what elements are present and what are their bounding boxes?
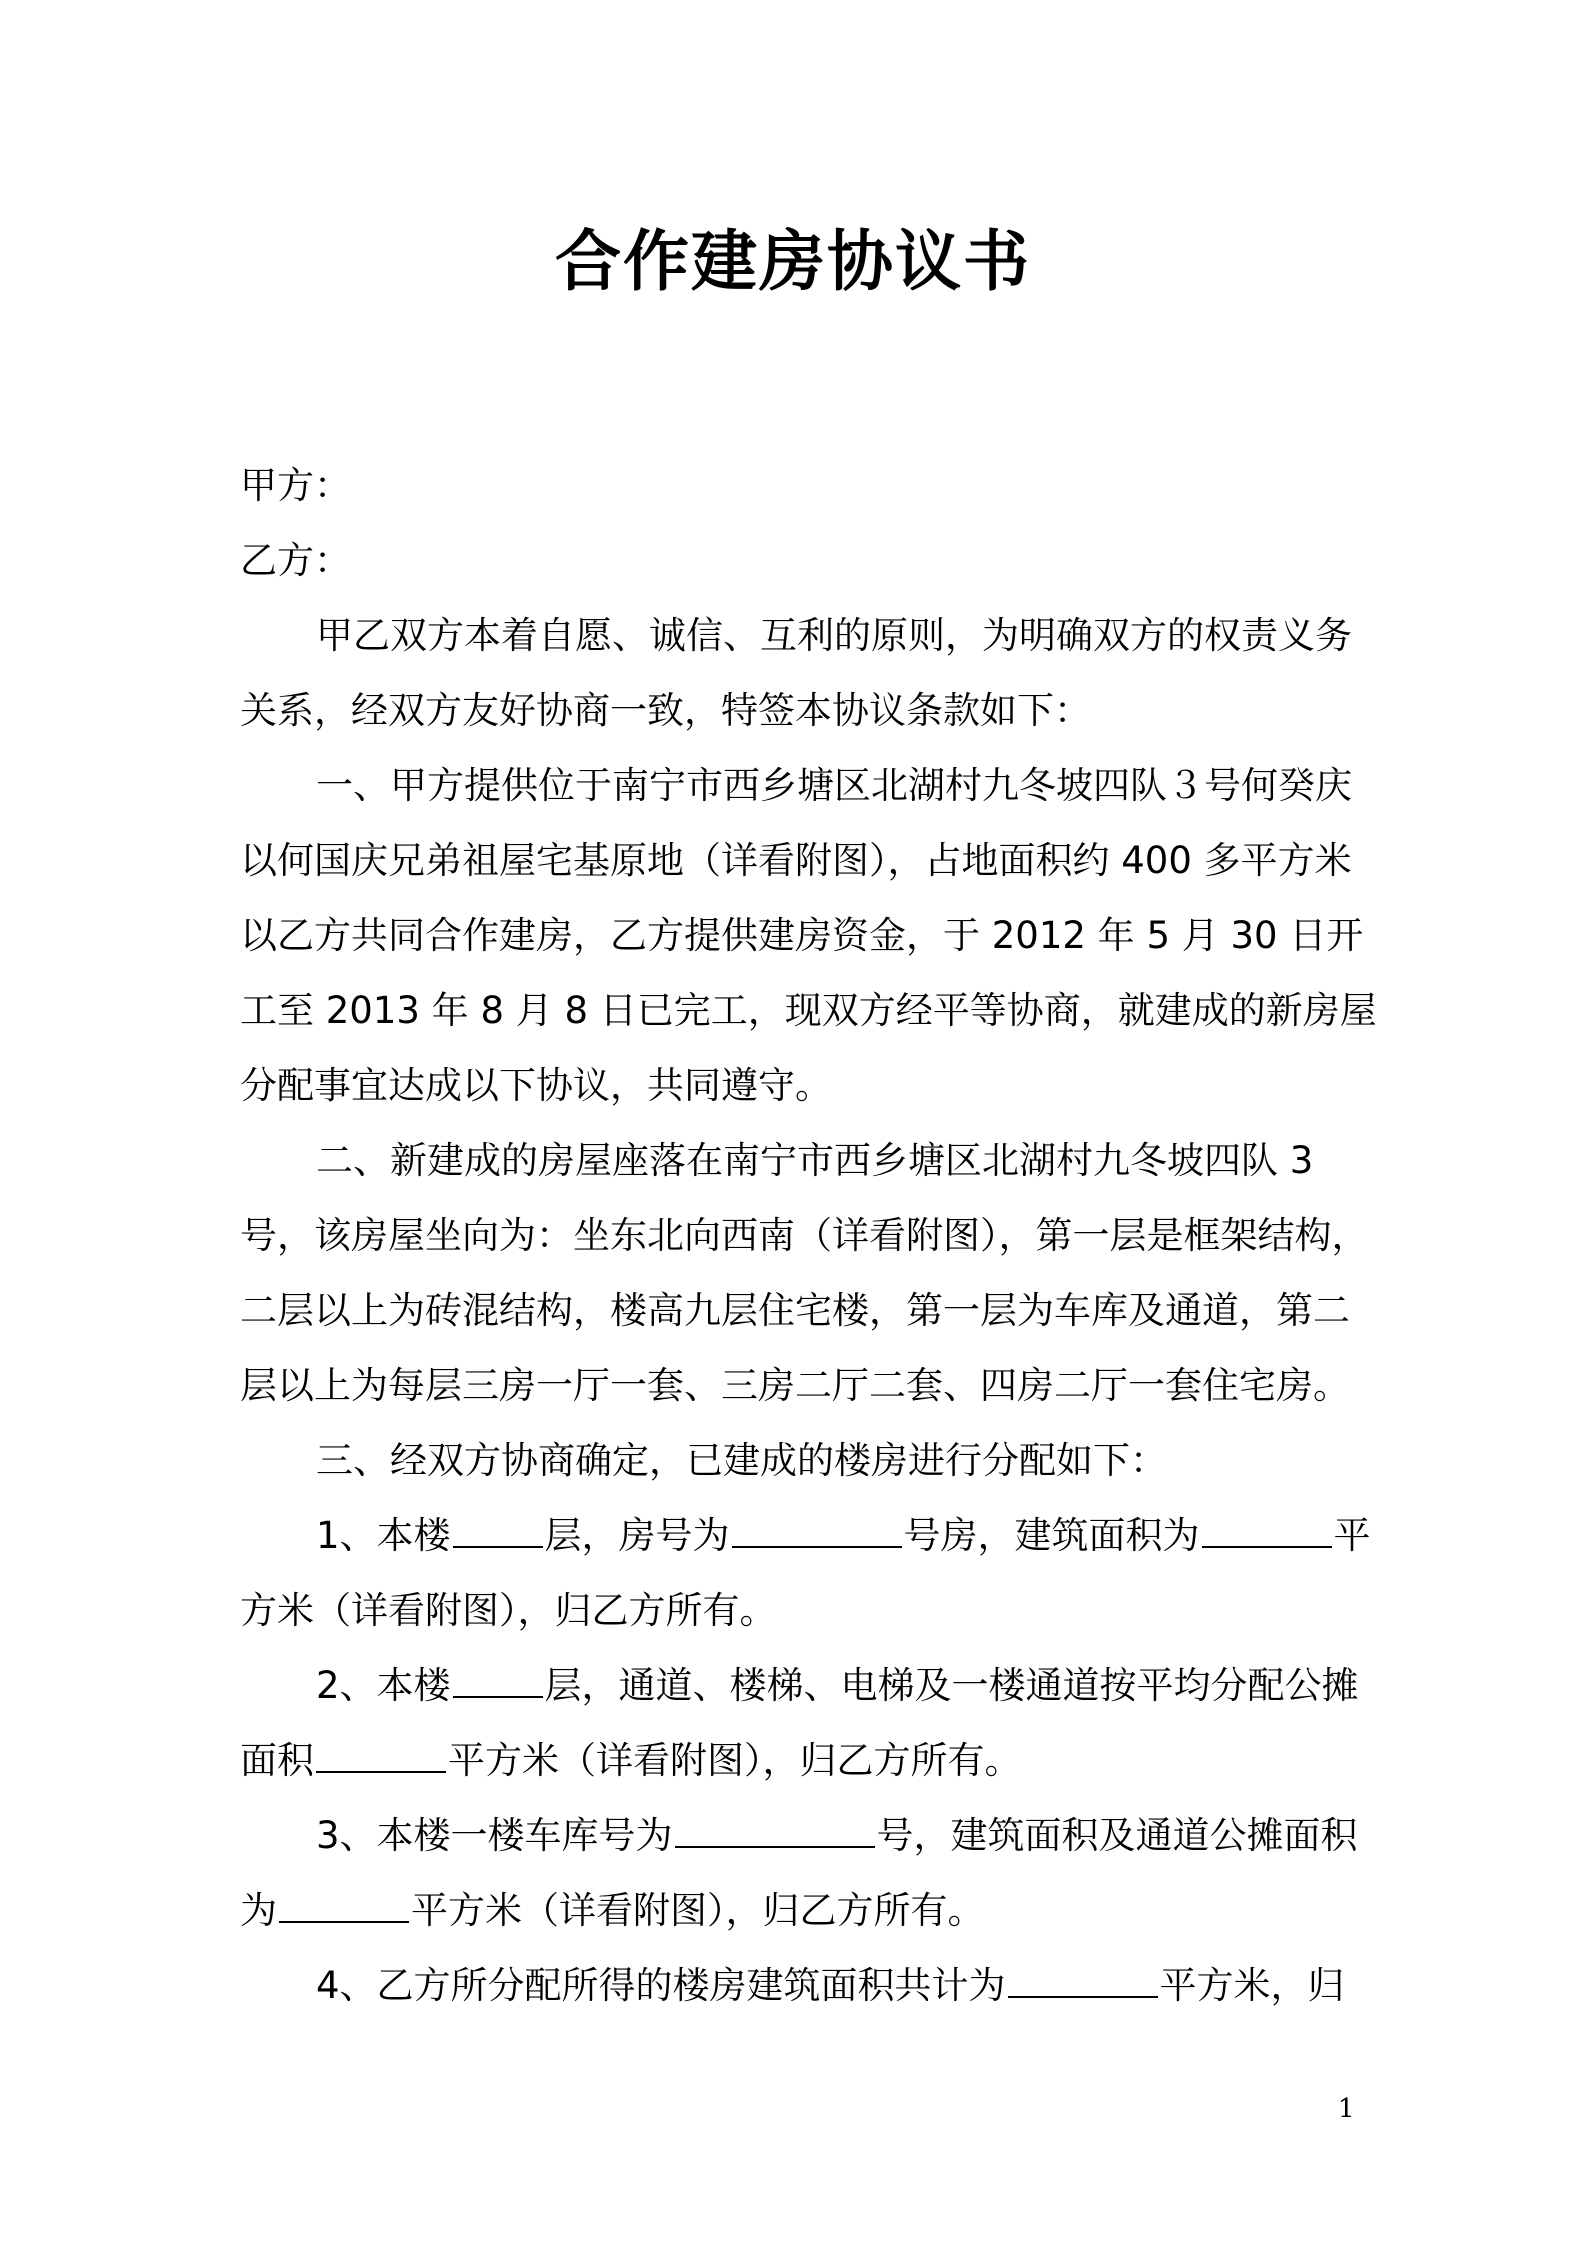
clause1-line-3: 以乙方共同合作建房，乙方提供建房资金，于 2012 年 5 月 30 日开 [240, 914, 1364, 957]
clause2-line-1: 二、新建成的房屋座落在南宁市西乡塘区北湖村九冬坡四队 3 [316, 1139, 1314, 1182]
item3-text-line2a: 为 [240, 1889, 277, 1932]
clause2-line-4: 层以上为每层三房一厅一套、三房二厅二套、四房二厅一套住宅房。 [240, 1364, 1350, 1407]
item2-area-blank[interactable] [316, 1733, 446, 1773]
item1-floor-blank[interactable] [453, 1508, 543, 1548]
item3-line-2 [240, 1873, 1350, 1948]
clause1-line-4: 工至 2013 年 8 月 8 日已完工，现双方经平等协商，就建成的新房屋 [240, 989, 1377, 1032]
intro-line-1 [240, 598, 1350, 673]
item2-text-b: 层，通道、楼梯、电梯及一楼通道按平均分配公摊 [544, 1664, 1359, 1707]
item1-text-a: 1、本楼 [316, 1514, 451, 1557]
item1-text-c: 号房，建筑面积为 [903, 1514, 1200, 1557]
item4-area-blank[interactable] [1008, 1958, 1158, 1998]
item1-area-blank[interactable] [1202, 1508, 1332, 1548]
item4-text-b: 平方米，归 [1159, 1964, 1345, 2007]
intro-line-2: 关系，经双方友好协商一致，特签本协议条款如下： [240, 689, 1091, 732]
document-title: 合作建房协议书 [555, 223, 1031, 300]
item4-line-1 [240, 1948, 1350, 2023]
item2-floor-blank[interactable] [453, 1658, 543, 1698]
party-b-line: 乙方： [240, 539, 351, 582]
item1-room-blank[interactable] [732, 1508, 902, 1548]
page-number: 1 [1338, 2094, 1355, 2124]
item3-garage-blank[interactable] [675, 1808, 875, 1848]
item3-text-a: 3、本楼一楼车库号为 [316, 1814, 673, 1857]
item3-line-1 [240, 1798, 1358, 1873]
item1-line-1 [240, 1498, 1371, 1573]
item2-text-line2b: 平方米（详看附图），归乙方所有。 [448, 1739, 1022, 1782]
item2-line-2 [240, 1723, 1350, 1798]
document-body [240, 448, 1377, 2023]
item3-text-b: 号，建筑面积及通道公摊面积 [876, 1814, 1358, 1857]
item2-text-line2a: 面积 [240, 1739, 314, 1782]
clause2-line-3: 二层以上为砖混结构，楼高九层住宅楼，第一层为车库及通道，第二 [240, 1289, 1350, 1332]
item2-text-a: 2、本楼 [316, 1664, 451, 1707]
item1-text-b: 层，房号为 [544, 1514, 730, 1557]
intro-text-1: 甲乙双方本着自愿、诚信、互利的原则，为明确双方的权责义务 [316, 614, 1352, 657]
clause1-line-5: 分配事宜达成以下协议，共同遵守。 [240, 1064, 832, 1107]
item1-text-d: 平 [1333, 1514, 1371, 1557]
clause2-line-2: 号，该房屋坐向为：坐东北向西南（详看附图），第一层是框架结构， [240, 1214, 1369, 1257]
party-a-line: 甲方： [240, 464, 351, 507]
clause1-line-2: 以何国庆兄弟祖屋宅基原地（详看附图），占地面积约 400 多平方米 [240, 839, 1352, 882]
item4-text-a: 4、乙方所分配所得的楼房建筑面积共计为 [316, 1964, 1006, 2007]
clause1-line-1: 一、甲方提供位于南宁市西乡塘区北湖村九冬坡四队３号何癸庆 [316, 764, 1352, 807]
item3-area-blank[interactable] [279, 1883, 409, 1923]
item3-text-line2b: 平方米（详看附图），归乙方所有。 [411, 1889, 985, 1932]
clause3-line-1: 三、经双方协商确定，已建成的楼房进行分配如下： [316, 1439, 1167, 1482]
item2-line-1 [240, 1648, 1359, 1723]
item1-line-2: 方米（详看附图），归乙方所有。 [240, 1589, 777, 1632]
